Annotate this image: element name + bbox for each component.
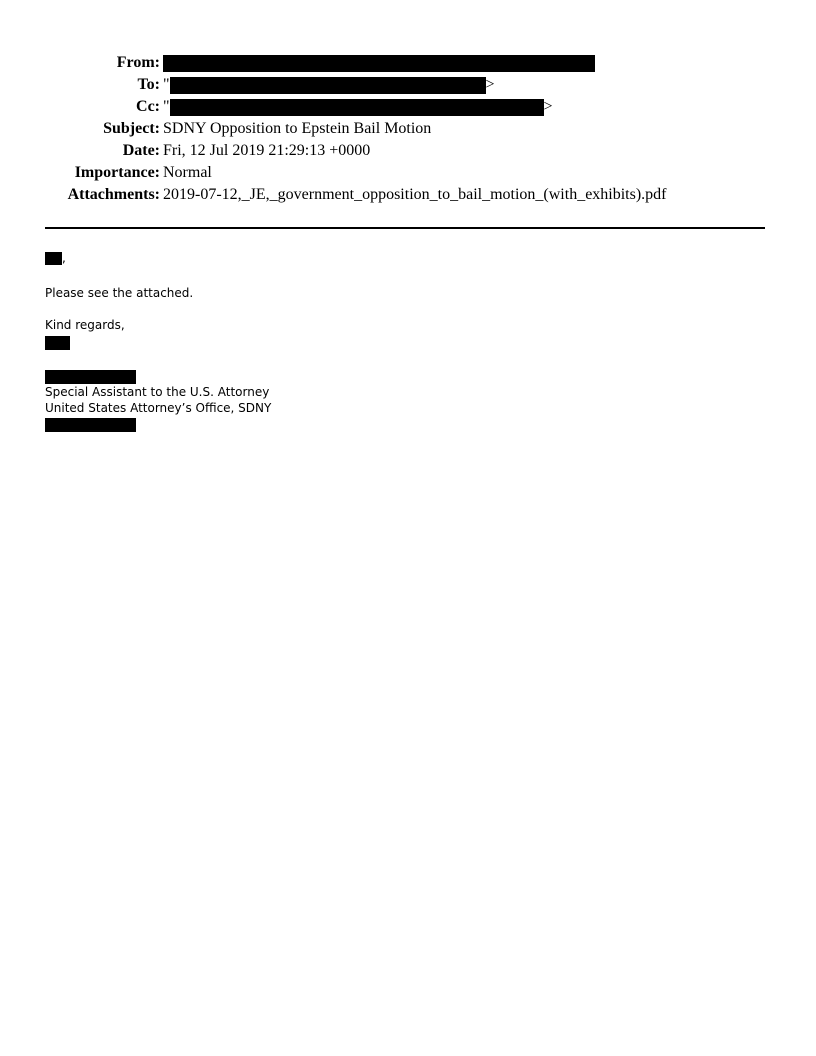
attachments-label: Attachments: — [67, 186, 160, 203]
cc-suffix: > — [543, 98, 553, 115]
cc-label: Cc: — [136, 98, 160, 115]
message-line: Please see the attached. — [45, 286, 194, 300]
from-redaction — [163, 55, 595, 72]
greeting-redaction — [45, 252, 62, 265]
attachments-row — [0, 184, 816, 206]
to-prefix: " — [163, 76, 170, 93]
signature-fullname-redaction — [45, 370, 136, 384]
cc-row — [0, 96, 816, 118]
date-label: Date: — [122, 142, 160, 159]
signature-name-line — [45, 333, 271, 350]
cc-redaction — [170, 99, 544, 116]
importance-value: Normal — [163, 164, 212, 181]
attachment-link[interactable]: 2019-07-12,_JE,_government_opposition_to_bail_motion_(with_exhibits).pdf — [163, 186, 667, 203]
subject-row — [0, 118, 816, 140]
greeting-suffix: , — [62, 251, 66, 265]
signature-contact-redaction — [45, 418, 136, 432]
subject-value: SDNY Opposition to Epstein Bail Motion — [163, 120, 432, 137]
blank-line — [45, 266, 271, 282]
signature-contact-line — [45, 416, 271, 432]
email-body — [45, 250, 271, 432]
greeting-line — [45, 250, 271, 266]
date-row — [0, 140, 816, 162]
to-redaction — [170, 77, 486, 94]
to-row — [0, 74, 816, 96]
signature-office: United States Attorney’s Office, SDNY — [45, 401, 272, 415]
from-value — [163, 52, 595, 74]
header-divider — [45, 227, 765, 229]
to-label: To: — [137, 76, 160, 93]
to-value — [163, 74, 495, 96]
importance-label: Importance: — [74, 164, 160, 181]
cc-value — [163, 96, 553, 118]
subject-label: Subject: — [103, 120, 160, 137]
from-label: From: — [116, 54, 160, 71]
signature-name-redaction — [45, 336, 70, 350]
date-value: Fri, 12 Jul 2019 21:29:13 +0000 — [163, 142, 371, 159]
closing-line: Kind regards, — [45, 318, 125, 332]
cc-prefix: " — [163, 98, 170, 115]
email-header — [0, 52, 816, 206]
blank-line — [45, 301, 271, 317]
importance-row — [0, 162, 816, 184]
signature-fullname-line — [45, 366, 271, 384]
from-row — [0, 52, 816, 74]
signature-title: Special Assistant to the U.S. Attorney — [45, 385, 270, 399]
to-suffix: > — [485, 76, 495, 93]
blank-line — [45, 350, 271, 366]
